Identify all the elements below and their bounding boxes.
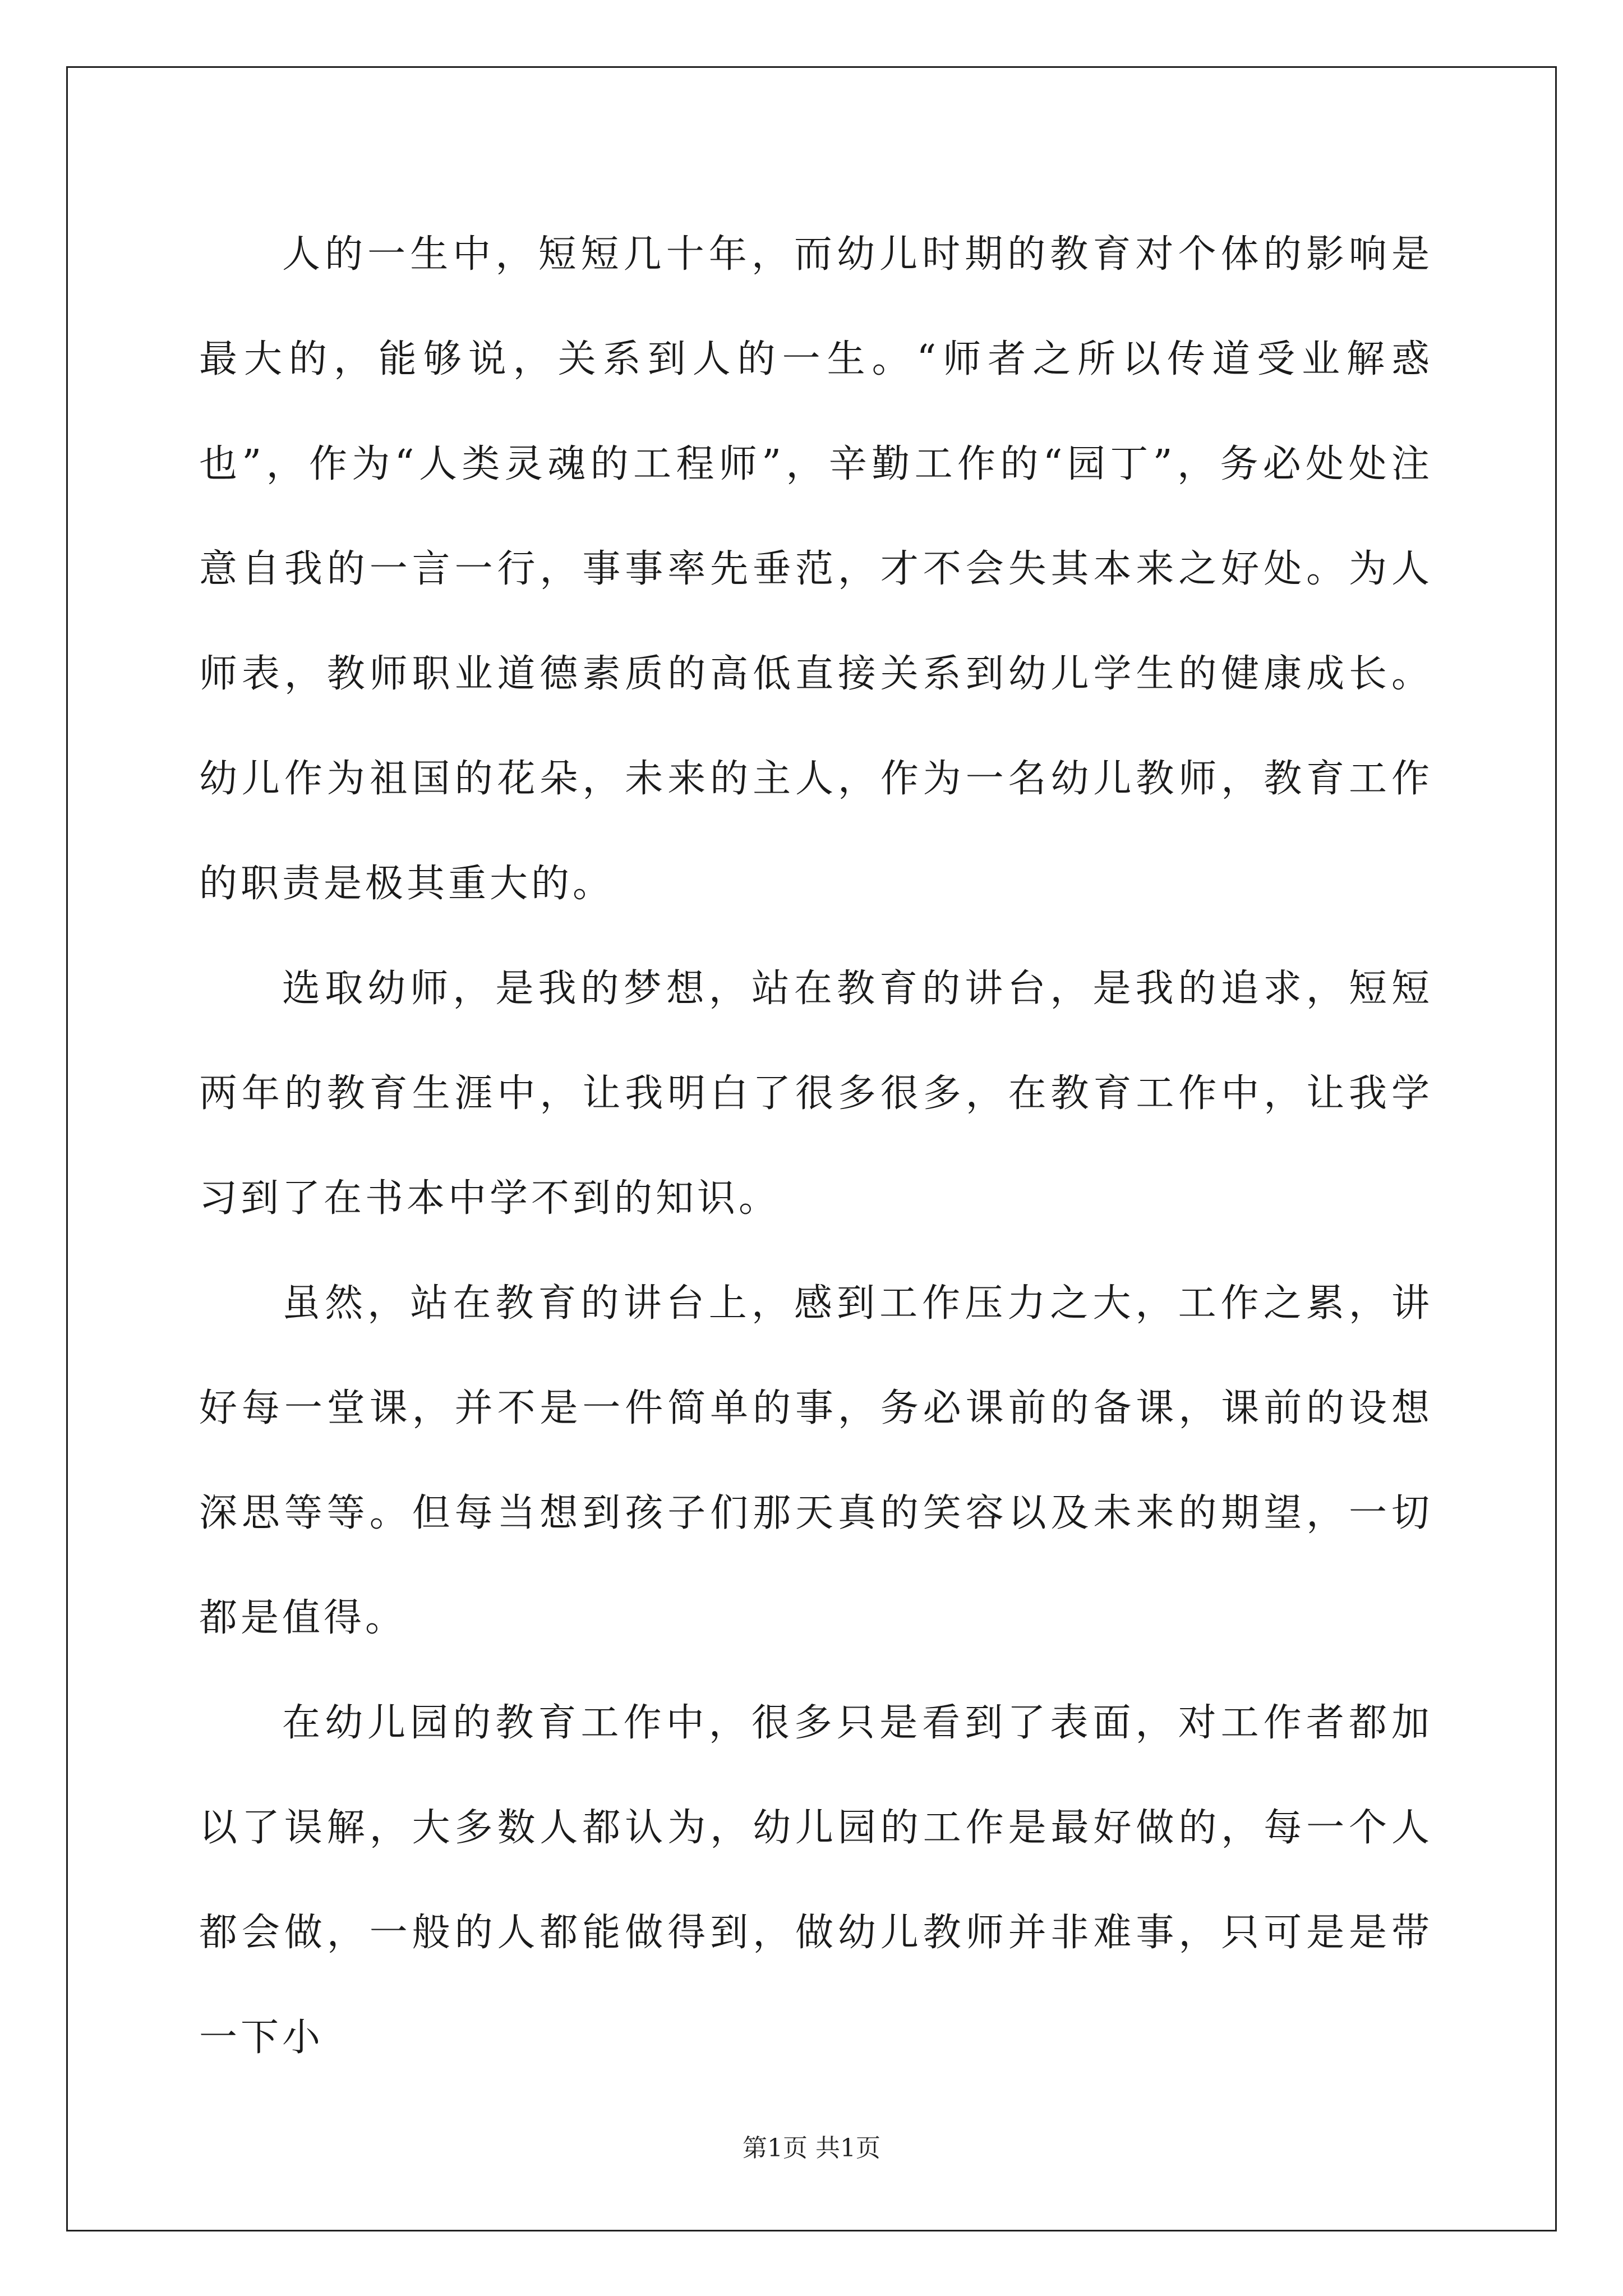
page-number-footer: 第1页 共1页 — [743, 2134, 880, 2162]
paragraph-3: 虽然，站在教育的讲台上，感到工作压力之大，工作之累，讲好每一堂课，并不是一件简单的事，务必课前的备课，课前的设想深思等等。但每当想到孩子们那天真的笑容以及未来的期望，一切都是值得。 — [199, 1281, 1433, 1640]
paragraph-4: 在幼儿园的教育工作中，很多只是看到了表面，对工作者都加以了误解，大多数人都认为，幼儿园的工作是最好做的，每一个人都会做，一般的人都能做得到，做幼儿教师并非难事，只可是是带一下小 — [199, 1701, 1433, 2060]
paragraph-2: 选取幼师，是我的梦想，站在教育的讲台，是我的追求，短短两年的教育生涯中，让我明白了很多很多，在教育工作中，让我学习到了在书本中学不到的知识。 — [199, 967, 1433, 1221]
document-body — [199, 202, 1433, 2060]
paragraph-1: 人的一生中，短短几十年，而幼儿时期的教育对个体的影响是最大的，能够说，关系到人的一生。“师者之所以传道受业解惑也”，作为“人类灵魂的工程师”，辛勤工作的“园丁”，务必处处注意自我的一言一行，事事率先垂范，才不会失其本来之好处。为人师表，教师职业道德素质的高低直接关系到幼儿学生的健康成长。幼儿作为祖国的花朵，未来的主人，作为一名幼儿教师，教育工作的职责是极其重大的。 — [199, 232, 1433, 906]
